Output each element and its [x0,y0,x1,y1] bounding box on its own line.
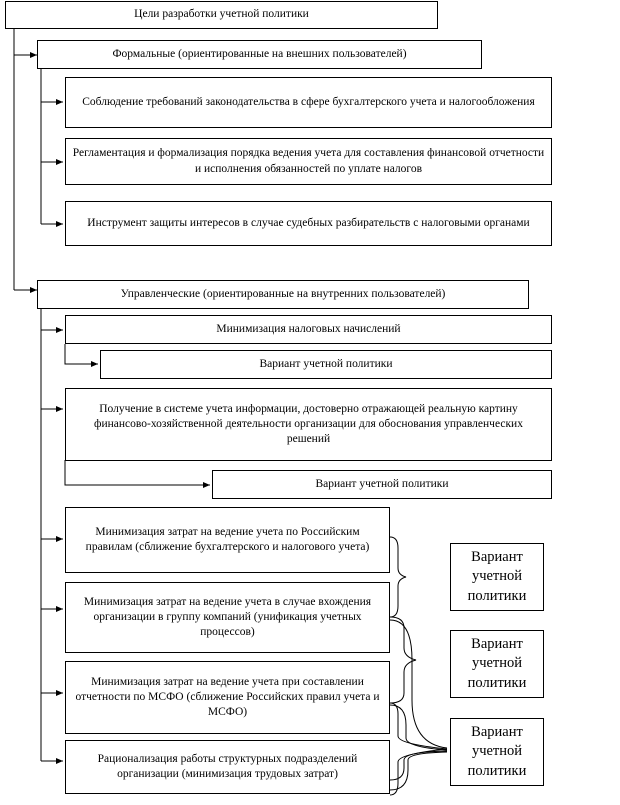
formal-item-legislation: Соблюдение требований законодательства в сфере бухгалтерского учета и налогообложения [65,77,552,128]
formal-item-regulation: Регламентация и формализация порядка ведения учета для составления финансовой отчетности и исполнения обязанностей по уплате налогов [65,138,552,185]
arrow-info-variant [65,460,210,485]
brace-1 [390,537,406,617]
title-box: Цели разработки учетной политики [5,1,438,29]
info-variant-box: Вариант учетной политики [212,470,552,499]
formal-item-protection: Инструмент защиты интересов в случае судебных разбирательств с налоговыми органами [65,201,552,246]
variant-box-2: Вариант учетной политики [450,630,544,698]
bracket-line-a [390,620,447,748]
info-box: Получение в системе учета информации, достоверно отражающей реальную картину финансово-хозяйственной деятельности организации для обоснования управленческих решений [65,388,552,461]
bracket-line-d [390,752,447,790]
variant-box-3: Вариант учетной политики [450,718,544,786]
arrow-tax-variant [65,344,98,364]
tax-min-box: Минимизация налоговых начислений [65,315,552,344]
bracket-line-c [390,751,447,780]
formal-box: Формальные (ориентированные на внешних пользователей) [37,40,482,69]
cost-item-group: Минимизация затрат на ведение учета в случае вхождения организации в группу компаний (унификация учетных процессов) [65,582,390,653]
cost-item-russian-rules: Минимизация затрат на ведение учета по Российским правилам (сближение бухгалтерского и налогового учета) [65,507,390,573]
variant-box-1: Вариант учетной политики [450,543,544,611]
cost-item-rationalization: Рационализация работы структурных подразделений организации (минимизация трудовых затрат) [65,740,390,794]
tax-variant-box: Вариант учетной политики [100,350,552,379]
bracket-line-b [390,705,447,750]
cost-item-ifrs: Минимизация затрат на ведение учета при составлении отчетности по МСФО (сближение Российских правил учета и МСФО) [65,661,390,734]
managerial-box: Управленческие (ориентированные на внутренних пользователей) [37,280,529,309]
